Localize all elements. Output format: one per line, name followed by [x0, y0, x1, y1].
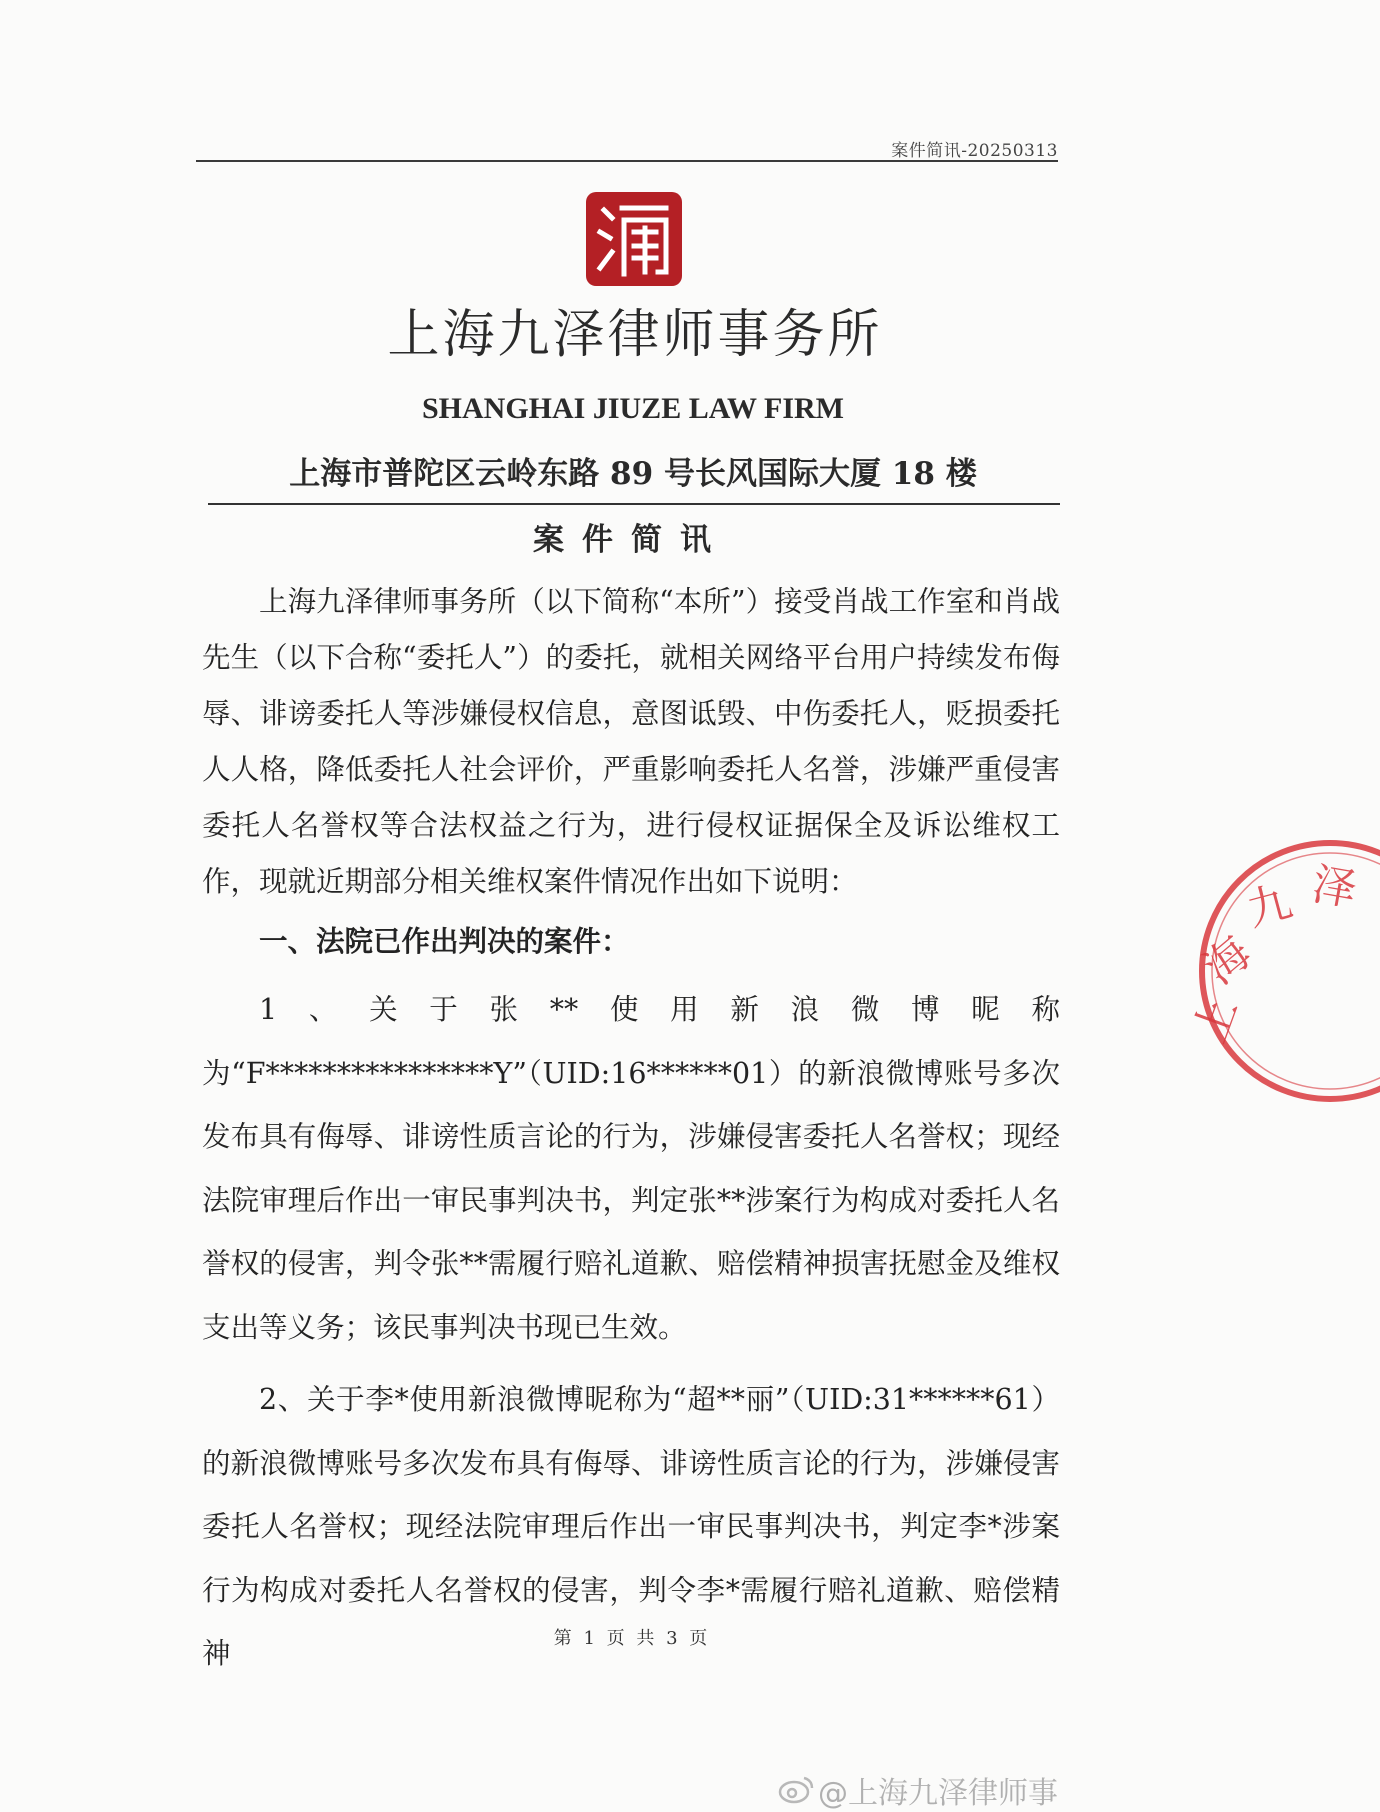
- section-heading: 一、法院已作出判决的案件：: [259, 924, 630, 958]
- header-divider: [196, 160, 1058, 162]
- svg-text:海: 海: [1194, 927, 1261, 995]
- intro-text: 上海九泽律师事务所（以下简称“本所”）接受肖战工作室和肖战先生（以下合称“委托人”）的委托，就相关网络平台用户持续发布侮辱、诽谤委托人等涉嫌侵权信息，意图诋毁、中伤委托人，贬损委托人人格，降低委托人社会评价，严重影响委托人名誉，涉嫌严重侵害委托人名誉权等合法权益之行为，进行侵权证据保全及诉讼维权工作，现就近期部分相关维权案件情况作出如下说明：: [202, 585, 1060, 898]
- doc-number: 案件简讯-20250313: [891, 141, 1058, 161]
- firm-name-en: SHANGHAI JIUZE LAW FIRM: [421, 392, 844, 425]
- watermark-text: @上海九泽律师事: [818, 1776, 1058, 1811]
- letterhead-divider: [208, 503, 1060, 505]
- case-1-paragraph: [202, 978, 1060, 1359]
- svg-text:上: 上: [1184, 990, 1248, 1050]
- stamp-seal-icon: [1180, 836, 1380, 1106]
- document-title: 案件简讯: [533, 522, 729, 558]
- case-1-text: 1、关于张**使用新浪微博昵称为“F****************Y”（UID:16******01）的新浪微博账号多次发布具有侮辱、诽谤性质言论的行为，涉嫌侵害委托人名誉权；现经法院审理后作出一审民事判决书，判定张**涉案行为构成对委托人名誉权的侵害，判令张**需履行赔礼道歉、赔偿精神损害抚慰金及维权支出等义务；该民事判决书现已生效。: [202, 993, 1060, 1344]
- firm-address: 上海市普陀区云岭东路 89 号长风国际大厦 18 楼: [289, 456, 977, 492]
- official-stamp: [1180, 836, 1380, 1106]
- svg-text:泽: 泽: [1308, 858, 1361, 917]
- intro-paragraph: [202, 574, 1060, 910]
- weibo-eye-icon: [776, 1774, 816, 1806]
- weibo-watermark: [776, 1770, 1058, 1810]
- case-2-text: 2、关于李*使用新浪微博昵称为“超**丽”（UID:31******61）的新浪微博账号多次发布具有侮辱、诽谤性质言论的行为，涉嫌侵害委托人名誉权；现经法院审理后作出一审民事判决书，判定李*涉案行为构成对委托人名誉权的侵害，判令李*需履行赔礼道歉、赔偿精神: [202, 1383, 1060, 1670]
- firm-name-cn: 上海九泽律师事务所: [387, 305, 883, 365]
- page-number: 第 1 页 共 3 页: [553, 1628, 711, 1649]
- svg-text:九: 九: [1241, 875, 1298, 937]
- firm-logo-mark-icon: [586, 192, 682, 286]
- firm-logo: [586, 192, 682, 286]
